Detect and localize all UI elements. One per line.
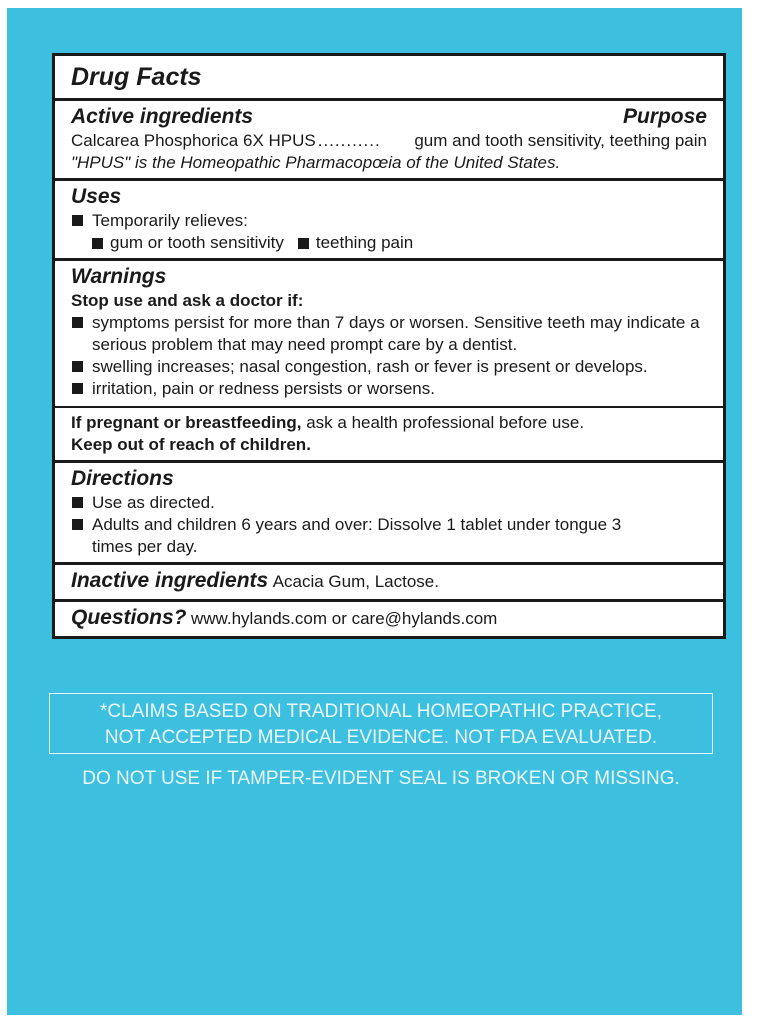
inactive-section bbox=[55, 565, 723, 602]
directions-heading: Directions bbox=[71, 467, 174, 490]
package-panel bbox=[7, 8, 742, 1015]
pregnancy-line bbox=[71, 412, 707, 434]
stop-use-line: Stop use and ask a doctor if: bbox=[71, 291, 304, 310]
uses-heading: Uses bbox=[71, 185, 122, 208]
warning-item bbox=[71, 378, 707, 400]
seal-warning: DO NOT USE IF TAMPER-EVIDENT SEAL IS BROKEN OR MISSING. bbox=[82, 768, 680, 789]
purpose-heading: Purpose bbox=[622, 105, 707, 128]
leader-dots: ........... bbox=[317, 131, 381, 150]
claims-disclaimer-box bbox=[49, 693, 713, 754]
warnings-heading: Warnings bbox=[71, 265, 167, 288]
questions-section bbox=[55, 602, 723, 636]
warnings-section bbox=[55, 261, 723, 463]
uses-sub1: gum or tooth sensitivity bbox=[110, 233, 284, 252]
direction-item bbox=[71, 492, 707, 514]
bullet-square-icon bbox=[72, 317, 83, 328]
uses-section bbox=[55, 181, 723, 261]
drug-facts-box bbox=[52, 53, 726, 639]
direction-item-text: Use as directed. bbox=[92, 493, 215, 512]
questions-text: www.hylands.com or care@hylands.com bbox=[190, 609, 498, 628]
uses-item-text: Temporarily relieves: bbox=[92, 211, 248, 230]
direction-item bbox=[71, 514, 707, 558]
active-ingredients-heading: Active ingredients bbox=[71, 105, 254, 128]
bullet-square-icon bbox=[298, 238, 309, 249]
bullet-square-icon bbox=[72, 519, 83, 530]
uses-subitems bbox=[71, 232, 707, 254]
inactive-heading: Inactive ingredients bbox=[71, 569, 269, 592]
bullet-square-icon bbox=[72, 497, 83, 508]
ingredient-name: Calcarea Phosphorica 6X HPUS bbox=[71, 131, 316, 150]
drug-facts-title: Drug Facts bbox=[71, 63, 202, 91]
warning-item-text: irritation, pain or redness persists or worsens. bbox=[92, 379, 435, 398]
warning-item-text: symptoms persist for more than 7 days or worsen. Sensitive teeth may indicate a serious problem that may need prompt care by a dentist. bbox=[92, 313, 700, 354]
hpus-note: "HPUS" is the Homeopathic Pharmacopœia of the United States. bbox=[71, 153, 561, 172]
bullet-square-icon bbox=[92, 238, 103, 249]
claims-line-1: *CLAIMS BASED ON TRADITIONAL HOMEOPATHIC PRACTICE, bbox=[100, 701, 662, 722]
drug-facts-header bbox=[55, 56, 723, 101]
bullet-square-icon bbox=[72, 383, 83, 394]
questions-heading: Questions? bbox=[71, 606, 187, 629]
ingredient-purpose: gum and tooth sensitivity, teething pain bbox=[414, 131, 707, 150]
pregnancy-rest: ask a health professional before use. bbox=[301, 413, 585, 432]
pregnancy-block bbox=[55, 406, 723, 456]
pregnancy-bold: If pregnant or breastfeeding, bbox=[71, 413, 302, 432]
ingredient-row bbox=[71, 130, 707, 152]
directions-section bbox=[55, 463, 723, 565]
warning-item bbox=[71, 312, 707, 356]
direction-item-text: Adults and children 6 years and over: Dissolve 1 tablet under tongue 3 times per day. bbox=[92, 515, 622, 556]
bullet-square-icon bbox=[72, 361, 83, 372]
warning-item-text: swelling increases; nasal congestion, rash or fever is present or develops. bbox=[92, 357, 648, 376]
bullet-square-icon bbox=[72, 215, 83, 226]
claims-line-2: NOT ACCEPTED MEDICAL EVIDENCE. NOT FDA EVALUATED. bbox=[104, 727, 658, 748]
uses-sub2: teething pain bbox=[315, 233, 414, 252]
keep-out-line: Keep out of reach of children. bbox=[71, 435, 311, 454]
inactive-text: Acacia Gum, Lactose. bbox=[272, 572, 439, 591]
warning-item bbox=[71, 356, 707, 378]
uses-item bbox=[71, 210, 707, 232]
active-ingredients-section bbox=[55, 101, 723, 181]
